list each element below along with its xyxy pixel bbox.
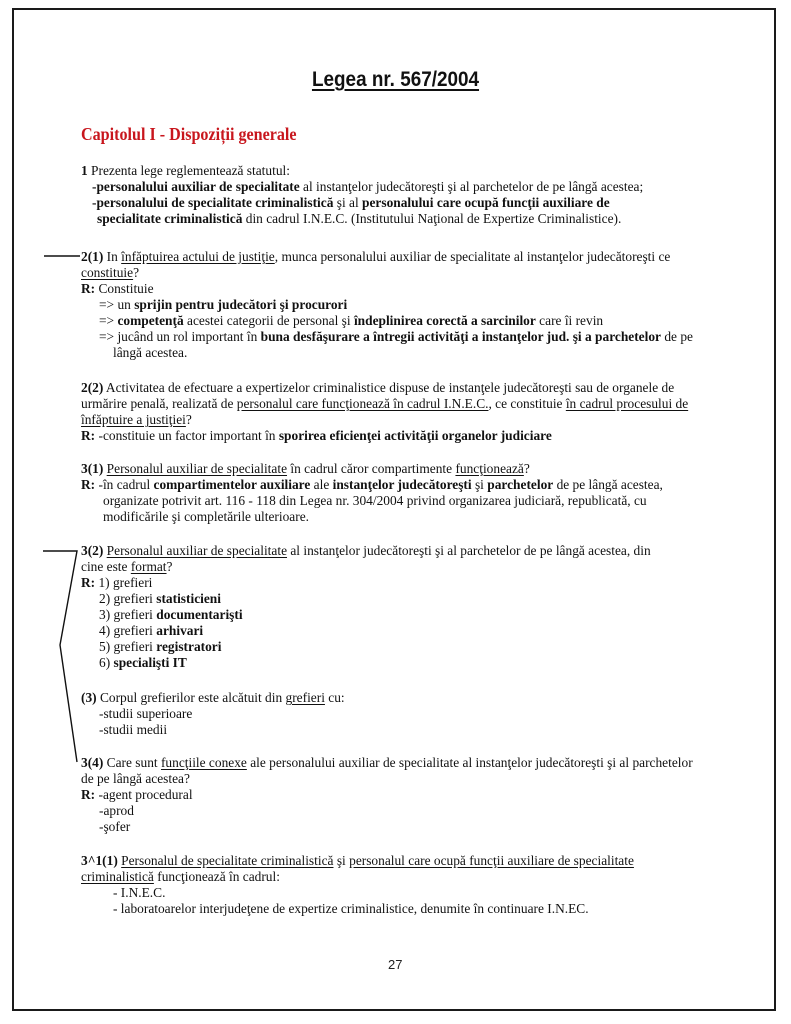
bold-text: competenţă [117, 313, 184, 328]
underlined-text: personalul care funcţionează în cadrul I.N.E.C. [236, 396, 489, 411]
section-3-1-answer-end: modificările şi completările ulterioare. [103, 509, 309, 524]
text: şi [471, 477, 488, 492]
list-item: -studii superioare [99, 706, 193, 721]
bold-text: personalului care ocupă funcţii auxiliare de [362, 195, 610, 210]
bold-text: statisticieni [156, 591, 221, 606]
list-item: -aprod [99, 803, 134, 818]
text: Prezenta lege reglementează statutul: [87, 163, 290, 178]
text: cine este [81, 559, 131, 574]
underlined-text: în cadrul procesului de [565, 396, 689, 411]
text: acestei categorii de personal şi [183, 313, 354, 328]
text: de pe lângă acestea, [553, 477, 663, 492]
underlined-text: funcţionează [455, 461, 524, 476]
bold-text: specialişti IT [113, 655, 187, 670]
text: cu: [324, 690, 345, 705]
text: ? [185, 412, 192, 427]
answer-label: R: [81, 787, 96, 802]
section-number: 1 [81, 163, 88, 178]
text: şi al [333, 195, 363, 210]
text: de pe [661, 329, 693, 344]
answer-label: R: [81, 281, 96, 296]
list-item: - I.N.E.C. [113, 885, 166, 900]
text: ? [166, 559, 173, 574]
text: 3) grefieri [99, 607, 157, 622]
text: => un [99, 297, 135, 312]
page-title: Legea nr. 567/2004 [311, 68, 480, 91]
underlined-text: înfăptuire a justiţiei [81, 412, 186, 427]
bold-text: parchetelor [487, 477, 554, 492]
text: ? [133, 265, 140, 280]
chapter-heading: Capitolul I - Dispoziții generale [81, 124, 297, 144]
text: ? [523, 461, 530, 476]
text: Care sunt [103, 755, 161, 770]
text: al instanţelor judecătoreşti şi al parchetelor de pe lângă acestea, din [287, 543, 651, 558]
underlined-text: Personalul de specialitate criminalistică [121, 853, 334, 868]
text: în cadrul căror compartimente [287, 461, 456, 476]
section-2-1-answer-item-3-cont: lângă acestea. [113, 345, 188, 360]
page-number: 27 [388, 957, 403, 972]
list-item: 1) grefieri [95, 575, 153, 590]
bold-text: îndeplinirea corectă a sarcinilor [353, 313, 536, 328]
text: 2) grefieri [99, 591, 157, 606]
underlined-text: Personalul auxiliar de specialitate [106, 543, 288, 558]
text: In [103, 249, 122, 264]
section-number: 3(1) [81, 461, 104, 476]
bold-text: -personalului auxiliar de specialitate [92, 179, 300, 194]
underlined-text: grefieri [285, 690, 325, 705]
section-number: 3(2) [81, 543, 104, 558]
section-3-4-question-cont: de pe lângă acestea? [81, 771, 190, 786]
bracket-line-icon [43, 551, 77, 762]
text: care îi revin [535, 313, 604, 328]
underlined-text: înfăptuirea actului de justiţie [121, 249, 275, 264]
text: din cadrul I.N.E.C. (Institutului Naţional de Expertize Criminalistice). [242, 211, 622, 226]
text: ale personalului auxiliar de specialitate al instanţelor judecătoreşti şi al parchetelor [246, 755, 693, 770]
answer-label: R: [81, 428, 96, 443]
underlined-text: personalul care ocupă funcţii auxiliare de specialitate [349, 853, 634, 868]
text: -constituie un factor important în [95, 428, 279, 443]
underlined-text: funcţiile conexe [160, 755, 247, 770]
bold-text: compartimentelor auxiliare [153, 477, 311, 492]
bold-text: arhivari [156, 623, 204, 638]
text: Constituie [95, 281, 154, 296]
text: 4) grefieri [99, 623, 157, 638]
underlined-text: constituie [81, 265, 134, 280]
text: 5) grefieri [99, 639, 157, 654]
text: Activitatea de efectuare a expertizelor criminalistice dispuse de instanţele judecătoreşti sau de organele de [103, 380, 675, 395]
text: , ce constituie [488, 396, 566, 411]
answer-label: R: [81, 477, 96, 492]
section-number: 3^1(1) [81, 853, 118, 868]
bold-text: instanţelor judecătoreşti [332, 477, 472, 492]
text: şi [333, 853, 350, 868]
underlined-text: criminalistică [81, 869, 154, 884]
section-number: 2(1) [81, 249, 104, 264]
list-item: -şofer [99, 819, 131, 834]
section-number: (3) [81, 690, 97, 705]
answer-label: R: [81, 575, 96, 590]
list-item: - laboratoarelor interjudeţene de expertize criminalistice, denumite în continuare I.N.EC. [113, 901, 589, 916]
text: ale [310, 477, 333, 492]
bold-text: documentarişti [156, 607, 243, 622]
list-item: -studii medii [99, 722, 168, 737]
text: 6) [99, 655, 114, 670]
text: => jucând un rol important în [99, 329, 261, 344]
bold-text: buna desfăşurare a întregii activităţi a instanţelor jud. şi a parchetelor [260, 329, 661, 344]
bold-text: specialitate criminalistică [97, 211, 243, 226]
underlined-text: format [130, 559, 167, 574]
section-number: 2(2) [81, 380, 104, 395]
section-3-1-answer-cont: organizate potrivit art. 116 - 118 din Legea nr. 304/2004 privind organizarea judiciară, republicată, cu [103, 493, 647, 508]
bold-text: registratori [156, 639, 222, 654]
bold-text: -personalului de specialitate criminalistică [92, 195, 334, 210]
list-item: -agent procedural [95, 787, 193, 802]
text: , munca personalului auxiliar de specialitate al instanţelor judecătoreşti ce [274, 249, 671, 264]
text: Corpul grefierilor este alcătuit din [96, 690, 286, 705]
underlined-text: Personalul auxiliar de specialitate [106, 461, 288, 476]
text: urmărire penală, realizată de [81, 396, 237, 411]
text: al instanţelor judecătoreşti şi al parchetelor de pe lângă acestea; [299, 179, 644, 194]
text: funcţionează în cadrul: [153, 869, 280, 884]
bold-text: sprijin pentru judecători şi procurori [134, 297, 348, 312]
bold-text: sporirea eficienţei activităţii organelor judiciare [278, 428, 552, 443]
text: -în cadrul [95, 477, 154, 492]
text: => [99, 313, 118, 328]
section-number: 3(4) [81, 755, 104, 770]
